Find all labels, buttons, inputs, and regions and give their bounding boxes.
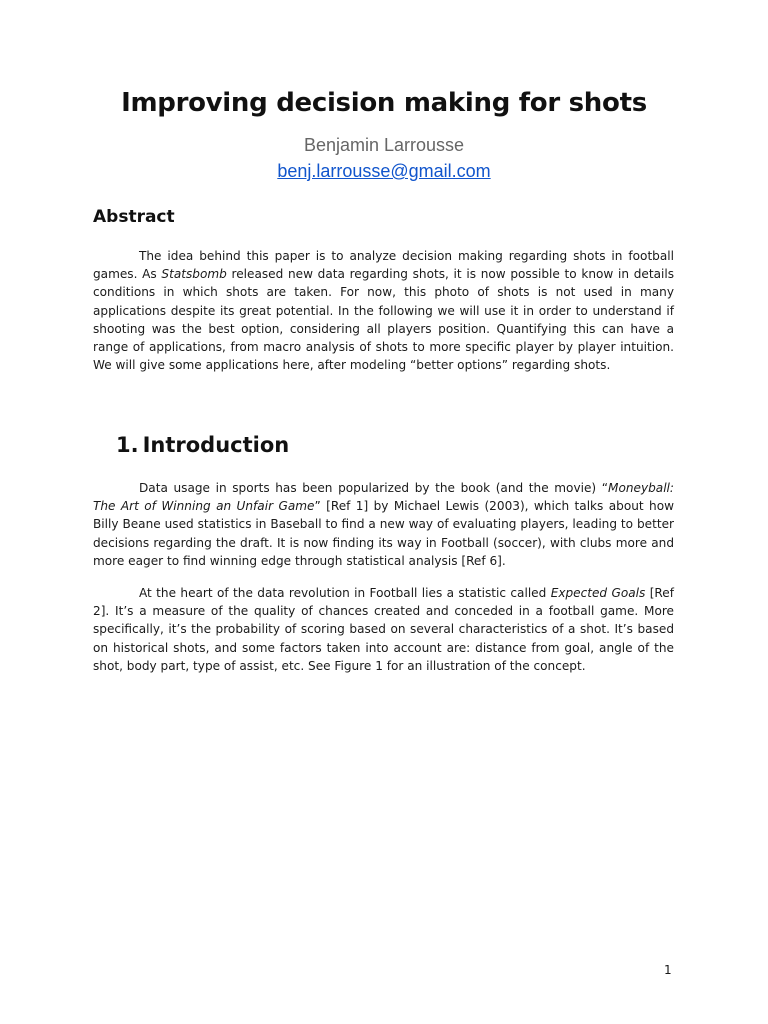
intro-text-part: At the heart of the data revolution in Football lies a statistic called [139,586,551,600]
author-name: Benjamin Larrousse [303,135,465,155]
introduction-heading [116,433,289,457]
intro-emphasis: Moneyball: The Art of Winning an Unfair Game [93,481,674,514]
introduction-paragraph-2 [93,584,674,675]
abstract-text-part: released new data regarding shots, it is now possible to know in details conditions in which shots are taken. For now, this photo of shots is not used in many applications despite its great potential. In the following we will use it in order to understand if shooting was the best option, considering all players position. Quantifying this can have a range of applications, from macro analysis of shots to more specific player by player intuition. We will give some applications here, after modeling “better options” regarding shots. [93,267,675,373]
abstract-paragraph [93,247,674,374]
intro-text-part: Data usage in sports has been popularized by the book (and the movie) “ [139,481,609,495]
intro-text-part: ” [Ref 1] by Michael Lewis (2003), which talks about how Billy Beane used statistics in Baseball to find a new way of evaluating players, leading to better decisions regarding the draft. It is now finding its way in Football (soccer), with clubs more and more eager to find winning edge through statistical analysis [Ref 6]. [93,499,674,568]
section-number: 1. [116,433,139,457]
abstract-text-part: The idea behind this paper is to analyze decision making regarding shots in football games. As [93,249,674,282]
abstract-heading: Abstract [93,207,175,227]
paper-title: Improving decision making for shots [121,88,647,118]
page-number: 1 [664,963,672,977]
intro-text-part: [Ref 2]. It’s a measure of the quality of chances created and conceded in a football game. More specifically, it’s the probability of scoring based on several characteristics of a shot. It’s based on historical shots, and some factors taken into account are: distance from goal, angle of the shot, body part, type of assist, etc. See Figure 1 for an illustration of the concept. [93,586,674,673]
abstract-emphasis: Statsbomb [161,267,227,282]
section-title: Introduction [142,433,290,457]
intro-emphasis: Expected Goals [550,586,646,600]
author-email-link[interactable]: benj.larrousse@gmail.com [277,161,491,181]
introduction-paragraph-1 [93,479,674,570]
